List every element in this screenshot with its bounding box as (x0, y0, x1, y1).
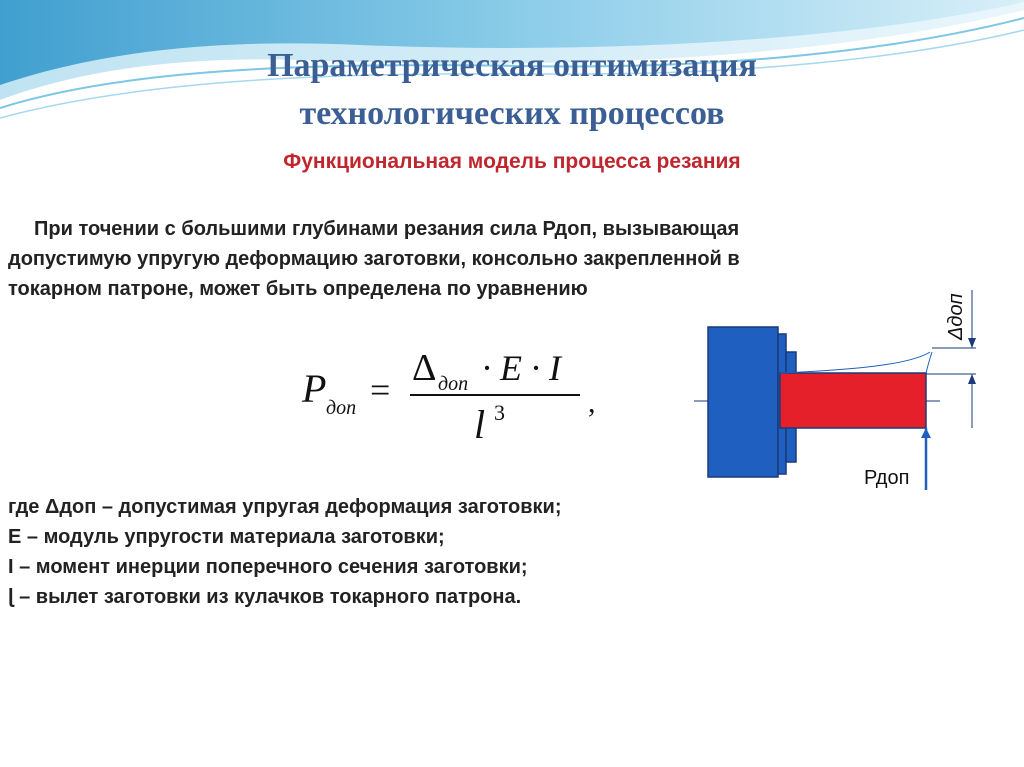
delta-arrowhead-bottom (968, 374, 976, 384)
intro-line-1: При точении с большими глубинами резания сила Рдоп, вызывающая (34, 218, 740, 240)
slide-title-line2: технологических процессов (299, 95, 725, 132)
deflected-end (926, 352, 932, 373)
deflection-curve (780, 352, 930, 373)
definition-e: E – модуль упругости материала заготовки; (8, 526, 445, 548)
definition-l: ɭ – вылет заготовки из кулачков токарного патрона. (8, 586, 522, 608)
force-arrowhead (921, 428, 931, 438)
intro-line-3: токарном патроне, может быть определена по уравнению (8, 278, 588, 300)
delta-label: Δдоп (945, 293, 967, 340)
definition-i: I – момент инерции поперечного сечения заготовки; (8, 556, 528, 578)
force-formula (296, 340, 616, 450)
cantilever-diagram (690, 270, 1020, 500)
formula-denominator-base: l (474, 402, 486, 447)
chuck-body (708, 327, 778, 477)
force-label: Рдоп (864, 467, 910, 489)
intro-line-2: допустимую упругую деформацию заготовки, консольно закрепленной в (8, 248, 740, 270)
definition-delta: где Δдоп – допустимая упругая деформация заготовки; (8, 496, 562, 518)
formula-comma: , (588, 386, 596, 419)
formula-numerator-delta: Δ (412, 347, 437, 389)
definitions-list (8, 492, 562, 612)
formula-lhs-subscript: доп (326, 397, 357, 419)
formula-denominator-exponent: 3 (494, 400, 505, 425)
formula-numerator-subscript: доп (438, 373, 469, 395)
delta-arrowhead-top (968, 338, 976, 348)
slide-title-line1: Параметрическая оптимизация (267, 47, 757, 84)
formula-lhs-symbol: P (302, 366, 327, 411)
formula-equals: = (370, 370, 391, 410)
workpiece (780, 373, 926, 428)
formula-numerator-rest: · E · I (482, 348, 561, 388)
slide-subtitle: Функциональная модель процесса резания (283, 150, 741, 173)
